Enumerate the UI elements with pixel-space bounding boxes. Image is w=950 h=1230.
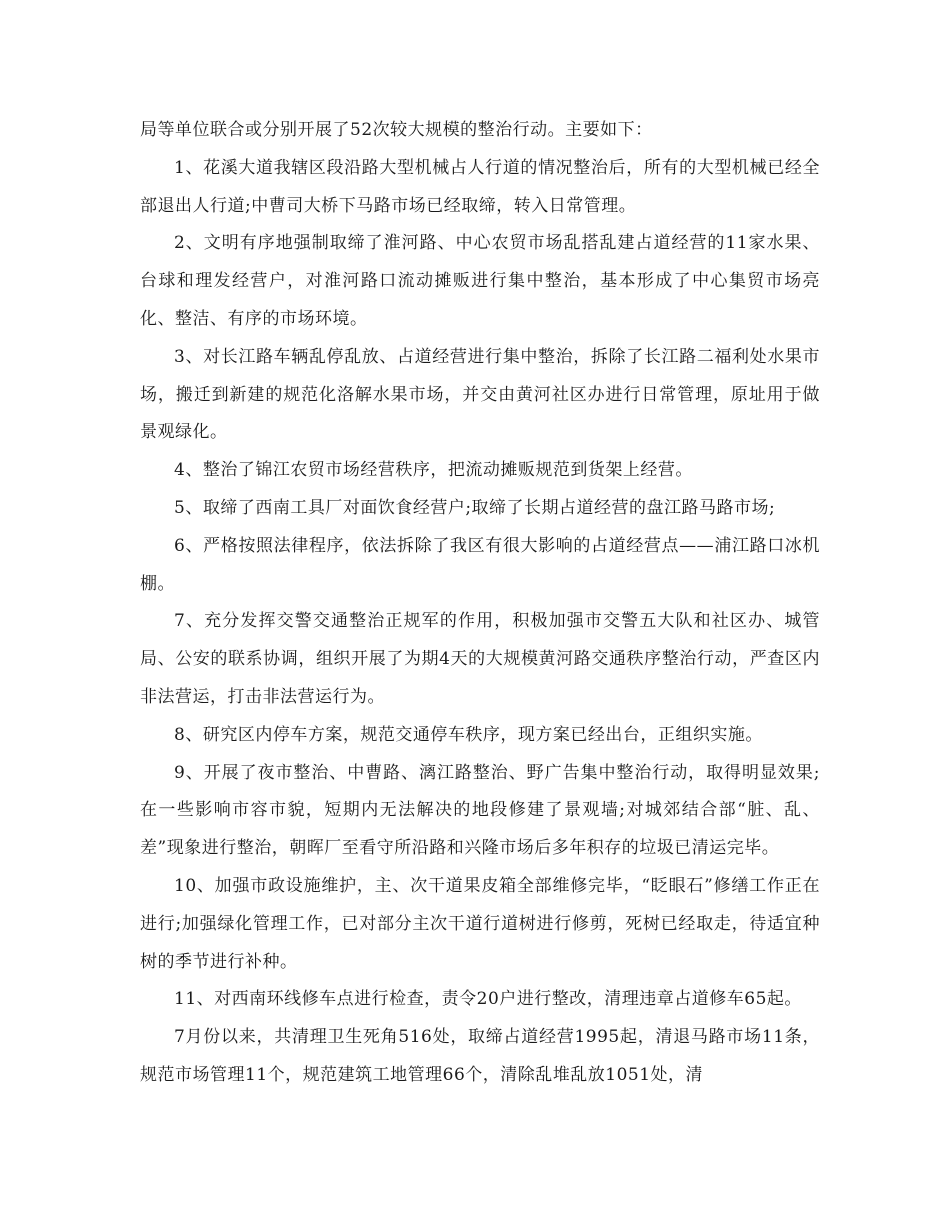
paragraph-item-4: 4、整治了锦江农贸市场经营秩序，把流动摊贩规范到货架上经营。 — [174, 460, 693, 481]
paragraph-intro: 局等单位联合或分别开展了52次较大规模的整治行动。主要如下： — [140, 120, 653, 140]
paragraph-item-3: 3、对长江路车辆乱停乱放、占道经营进行集中整治，拆除了长江路二福利处水果市场，搬迁到新建的规范化洛解水果市场，并交由黄河社区办进行日常管理，原址用于做景观绿化。 — [140, 346, 820, 443]
paragraph-item-6: 6、严格按照法律程序，依法拆除了我区有很大影响的占道经营点——浦江路口冰机棚。 — [140, 535, 820, 594]
paragraph-item-9: 9、开展了夜市整治、中曹路、漓江路整治、野广告集中整治行动，取得明显效果;在一些影响市容市貌，短期内无法解决的地段修建了景观墙;对城郊结合部“脏、乱、差”现象进行整治，朝晖厂至看守所沿路和兴隆市场后多年积存的垃圾已清运完毕。 — [140, 762, 820, 859]
paragraph-item-1: 1、花溪大道我辖区段沿路大型机械占人行道的情况整治后，所有的大型机械已经全部退出人行道;中曹司大桥下马路市场已经取缔，转入日常管理。 — [140, 157, 820, 216]
paragraph-summary: 7月份以来，共清理卫生死角516处，取缔占道经营1995起，清退马路市场11条，规范市场管理11个，规范建筑工地管理66个，清除乱堆乱放1051处，清 — [140, 1027, 820, 1085]
paragraph-item-2: 2、文明有序地强制取缔了淮河路、中心农贸市场乱搭乱建占道经营的11家水果、台球和理发经营户，对淮河路口流动摊贩进行集中整治，基本形成了中心集贸市场亮化、整洁、有序的市场环境。 — [140, 233, 820, 329]
document-body — [140, 112, 820, 1095]
paragraph-item-8: 8、研究区内停车方案，规范交通停车秩序，现方案已经出台，正组织实施。 — [174, 724, 763, 745]
paragraph-item-11: 11、对西南环线修车点进行检查，责令20户进行整改，清理违章占道修车65起。 — [174, 989, 802, 1010]
paragraph-item-5: 5、取缔了西南工具厂对面饮食经营户;取缔了长期占道经营的盘江路马路市场; — [174, 497, 776, 518]
paragraph-item-10: 10、加强市政设施维护，主、次干道果皮箱全部维修完毕，“眨眼石”修缮工作正在进行;加强绿化管理工作，已对部分主次干道行道树进行修剪，死树已经取走，待适宜种树的季节进行补种。 — [140, 875, 820, 972]
paragraph-item-7: 7、充分发挥交警交通整治正规军的作用，积极加强市交警五大队和社区办、城管局、公安的联系协调，组织开展了为期4天的大规模黄河路交通秩序整治行动，严查区内非法营运，打击非法营运行为。 — [140, 611, 820, 707]
